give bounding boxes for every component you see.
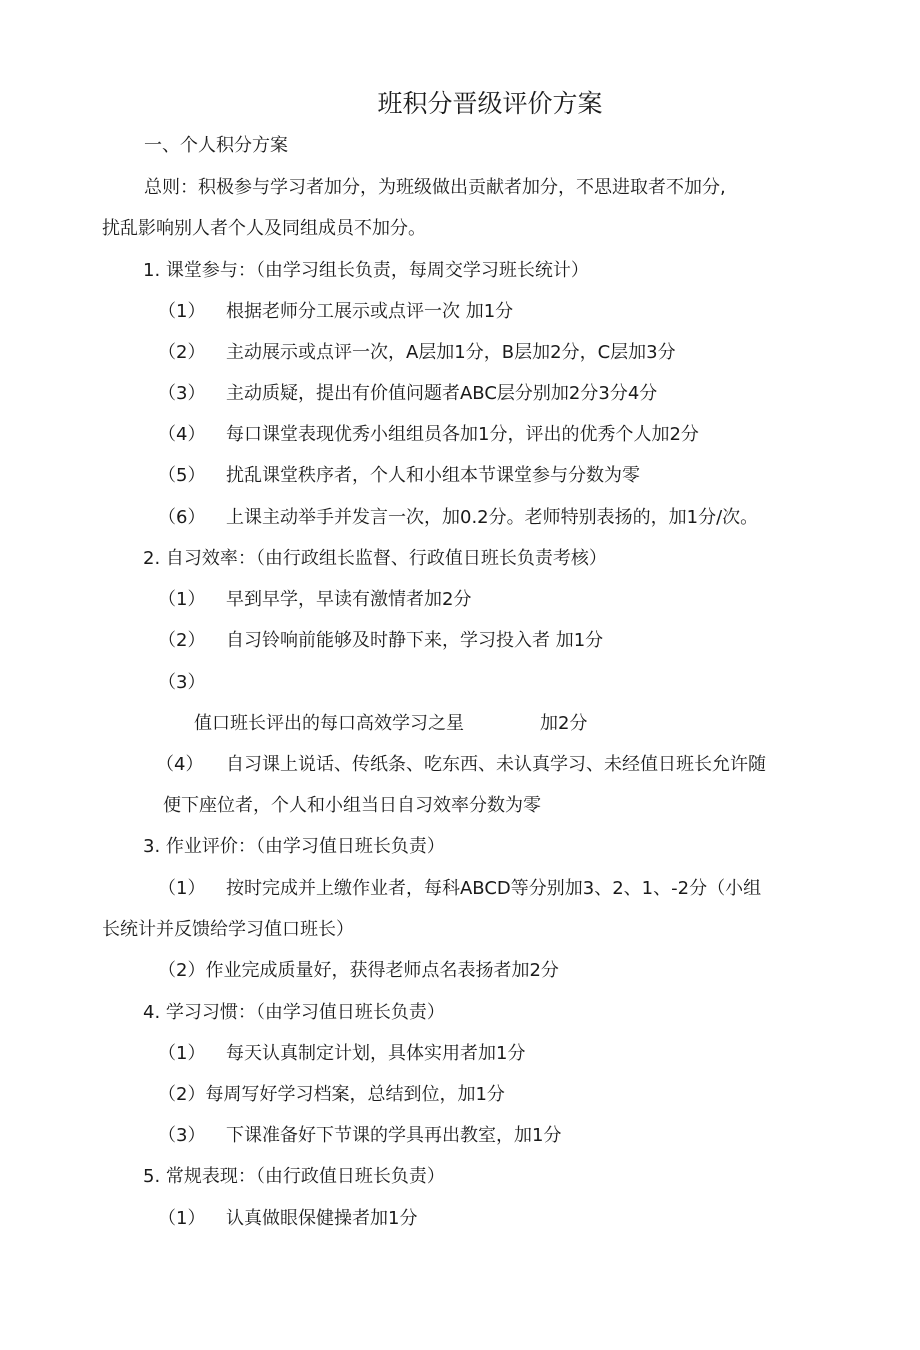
item-text: 早到早学，早读有激情者加2分 xyxy=(226,589,472,610)
subsection-heading-2: 2. 自习效率：（由行政组长监督、行政值日班长负责考核） xyxy=(143,548,607,569)
item-score: 加2分 xyxy=(540,713,588,734)
subsection-heading-1: 1. 课堂参与：（由学习组长负责，每周交学习班长统计） xyxy=(143,260,589,281)
item-number: （3） xyxy=(158,383,206,404)
item-text-continued: 长统计并反馈给学习值口班长） xyxy=(102,919,354,940)
item-text: 每天认真制定计划，具体实用者加1分 xyxy=(226,1043,526,1064)
item-number: （3） xyxy=(158,672,206,693)
item-number: （1） xyxy=(158,301,206,322)
item-text: 自习铃响前能够及时静下来，学习投入者 加1分 xyxy=(226,630,604,651)
item-text-continued: 便下座位者，个人和小组当日自习效率分数为零 xyxy=(163,795,541,816)
item-number: （4） xyxy=(158,424,206,445)
item-text: （2）每周写好学习档案，总结到位，加1分 xyxy=(158,1084,505,1105)
item-number: （3） xyxy=(158,1125,206,1146)
item-number: （4） xyxy=(156,754,204,775)
item-text: 下课准备好下节课的学具再出教室，加1分 xyxy=(226,1125,562,1146)
section-heading: 一、个人积分方案 xyxy=(144,135,288,156)
item-text: 主动质疑，提出有价值问题者ABC层分别加2分3分4分 xyxy=(226,383,658,404)
item-text: 扰乱课堂秩序者，个人和小组本节课堂参与分数为零 xyxy=(226,465,640,486)
item-number: （2） xyxy=(158,342,206,363)
item-text: 根据老师分工展示或点评一次 加1分 xyxy=(226,301,514,322)
item-number: （1） xyxy=(158,589,206,610)
item-text: 值口班长评出的每口高效学习之星 xyxy=(194,713,464,734)
item-number: （2） xyxy=(158,630,206,651)
item-number: （1） xyxy=(158,1043,206,1064)
item-text: 每口课堂表现优秀小组组员各加1分，评出的优秀个人加2分 xyxy=(226,424,699,445)
item-text: 按时完成并上缴作业者，每科ABCD等分别加3、2、1、-2分（小组 xyxy=(226,878,762,899)
item-text: 自习课上说话、传纸条、吃东西、未认真学习、未经值日班长允许随 xyxy=(226,754,766,775)
item-text: 认真做眼保健操者加1分 xyxy=(226,1208,418,1229)
item-number: （1） xyxy=(158,1208,206,1229)
page-title: 班积分晋级评价方案 xyxy=(377,89,603,118)
item-number: （6） xyxy=(158,507,206,528)
subsection-heading-5: 5. 常规表现：（由行政值日班长负责） xyxy=(143,1166,445,1187)
item-number: （5） xyxy=(158,465,206,486)
general-rule-line-2: 扰乱影响别人者个人及同组成员不加分。 xyxy=(102,218,426,239)
item-text: 主动展示或点评一次，A层加1分，B层加2分，C层加3分 xyxy=(226,342,676,363)
subsection-heading-4: 4. 学习习惯：（由学习值日班长负责） xyxy=(143,1002,445,1023)
item-text: （2）作业完成质量好，获得老师点名表扬者加2分 xyxy=(158,960,559,981)
item-text: 上课主动举手并发言一次，加0.2分。老师特别表扬的，加1分/次。 xyxy=(226,507,759,528)
item-number: （1） xyxy=(158,878,206,899)
general-rule-line-1: 总则：积极参与学习者加分，为班级做出贡献者加分，不思进取者不加分, xyxy=(144,177,726,198)
subsection-heading-3: 3. 作业评价：（由学习值日班长负责） xyxy=(143,836,445,857)
